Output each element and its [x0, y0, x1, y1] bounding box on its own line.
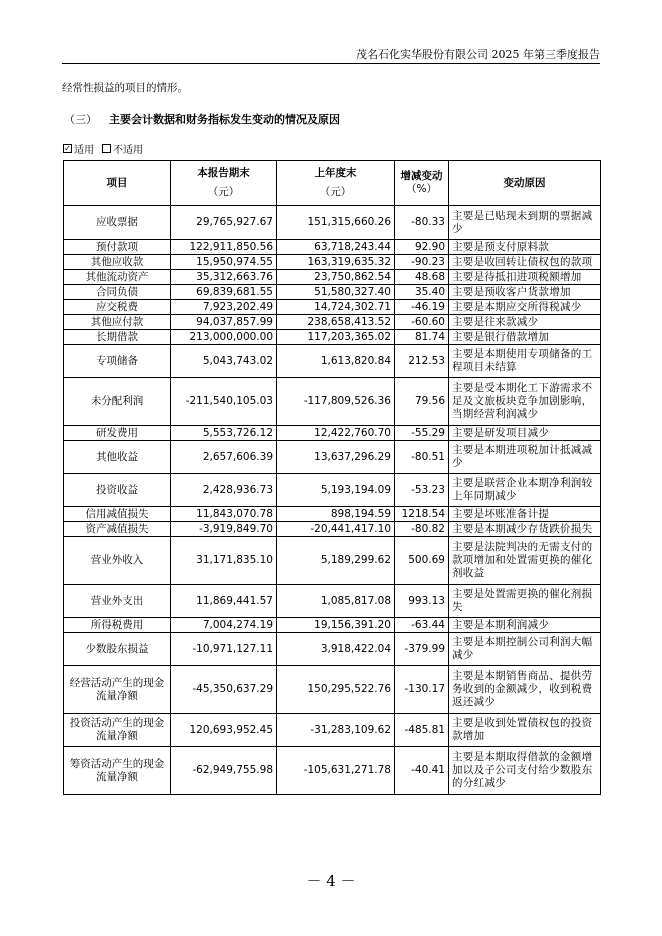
row-change-percent: 81.74 [395, 330, 449, 345]
row-current-value: 7,923,202.49 [171, 300, 277, 315]
report-header-title: 茂名石化实华股份有限公司 2025 年第三季度报告 [356, 48, 600, 61]
row-current-value: 11,843,070.78 [171, 507, 277, 522]
row-item-name: 合同负债 [64, 285, 171, 300]
row-prior-value: 3,918,422.04 [277, 633, 395, 666]
row-change-percent: -485.81 [395, 714, 449, 747]
table-row [64, 633, 601, 666]
row-prior-value: 238,658,413.52 [277, 315, 395, 330]
row-change-reason: 主要是预支付原料款 [449, 240, 601, 255]
row-change-reason: 主要是本期进项税加计抵减减少 [449, 441, 601, 474]
header-rule [62, 63, 600, 64]
row-item-name: 投资收益 [64, 474, 171, 507]
table-row [64, 330, 601, 345]
row-change-reason: 主要是受本期化工下游需求不足及文旅板块竞争加剧影响，当期经营利润减少 [449, 378, 601, 426]
row-item-name: 应交税费 [64, 300, 171, 315]
row-change-percent: -53.23 [395, 474, 449, 507]
row-prior-value: 23,750,862.54 [277, 270, 395, 285]
applicable-no-label: 不适用 [113, 145, 143, 156]
row-current-value: -62,949,755.98 [171, 747, 277, 795]
row-change-reason: 主要是银行借款增加 [449, 330, 601, 345]
row-item-name: 信用减值损失 [64, 507, 171, 522]
applicable-yes-option[interactable] [63, 141, 94, 156]
table-header-row [64, 161, 601, 206]
table-row [64, 300, 601, 315]
row-change-percent: 48.68 [395, 270, 449, 285]
row-current-value: 5,043,743.02 [171, 345, 277, 378]
row-current-value: 2,657,606.39 [171, 441, 277, 474]
row-item-name: 少数股东损益 [64, 633, 171, 666]
row-change-reason: 主要是待抵扣进项税额增加 [449, 270, 601, 285]
row-change-percent: -40.41 [395, 747, 449, 795]
row-current-value: 11,869,441.57 [171, 585, 277, 618]
table-row [64, 378, 601, 426]
row-item-name: 经营活动产生的现金流量净额 [64, 666, 171, 714]
row-current-value: 5,553,726.12 [171, 426, 277, 441]
table-row [64, 507, 601, 522]
table-row [64, 255, 601, 270]
table-row [64, 474, 601, 507]
row-prior-value: -20,441,417.10 [277, 522, 395, 537]
row-current-value: -10,971,127.11 [171, 633, 277, 666]
row-change-percent: -55.29 [395, 426, 449, 441]
row-change-reason: 主要是本期减少存货跌价损失 [449, 522, 601, 537]
row-change-percent: 993.13 [395, 585, 449, 618]
header-reason: 变动原因 [449, 161, 601, 206]
table-row [64, 714, 601, 747]
row-change-reason: 主要是研发项目减少 [449, 426, 601, 441]
row-change-percent: 35.40 [395, 285, 449, 300]
row-prior-value: 1,613,820.84 [277, 345, 395, 378]
row-current-value: 94,037,857.99 [171, 315, 277, 330]
row-prior-value: 19,156,391.20 [277, 618, 395, 633]
row-change-reason: 主要是本期销售商品、提供劳务收到的金额减少，收到税费返还减少 [449, 666, 601, 714]
row-change-reason: 主要是本期利润减少 [449, 618, 601, 633]
row-change-reason: 主要是联营企业本期净利润较上年同期减少 [449, 474, 601, 507]
table-row [64, 270, 601, 285]
row-prior-value: 117,203,365.02 [277, 330, 395, 345]
row-item-name: 预付款项 [64, 240, 171, 255]
row-change-reason: 主要是收到处置债权包的投资款增加 [449, 714, 601, 747]
row-item-name: 资产减值损失 [64, 522, 171, 537]
table-row [64, 537, 601, 585]
applicable-options [63, 141, 143, 156]
row-change-percent: -90.23 [395, 255, 449, 270]
row-prior-value: 5,193,194.09 [277, 474, 395, 507]
row-prior-value: -31,283,109.62 [277, 714, 395, 747]
intro-text: 经常性损益的项目的情形。 [62, 82, 188, 94]
row-current-value: 213,000,000.00 [171, 330, 277, 345]
header-change-percent: 增减变动 （%） [395, 161, 449, 206]
table-row [64, 747, 601, 795]
table-row [64, 206, 601, 240]
row-item-name: 应收票据 [64, 206, 171, 240]
row-change-reason: 主要是本期应交所得税减少 [449, 300, 601, 315]
row-change-percent: -80.82 [395, 522, 449, 537]
row-change-percent: -80.51 [395, 441, 449, 474]
table-row [64, 522, 601, 537]
row-current-value: 15,950,974.55 [171, 255, 277, 270]
header-item: 项目 [64, 161, 171, 206]
row-current-value: -3,919,849.70 [171, 522, 277, 537]
page-number: － 4 － [306, 872, 356, 890]
table-row [64, 345, 601, 378]
table-body [64, 206, 601, 795]
section-number: （三） [64, 113, 97, 126]
row-change-reason: 主要是处置需更换的催化剂损失 [449, 585, 601, 618]
row-change-percent: -130.17 [395, 666, 449, 714]
row-item-name: 长期借款 [64, 330, 171, 345]
row-prior-value: 13,637,296.29 [277, 441, 395, 474]
row-change-percent: -60.60 [395, 315, 449, 330]
table-row [64, 426, 601, 441]
row-change-reason: 主要是法院判决的无需支付的款项增加和处置需更换的催化剂收益 [449, 537, 601, 585]
row-current-value: 2,428,936.73 [171, 474, 277, 507]
row-prior-value: 14,724,302.71 [277, 300, 395, 315]
row-change-reason: 主要是坏账准备计提 [449, 507, 601, 522]
financial-changes-table [63, 160, 601, 795]
row-item-name: 营业外支出 [64, 585, 171, 618]
row-item-name: 其他收益 [64, 441, 171, 474]
row-current-value: 31,171,835.10 [171, 537, 277, 585]
row-change-percent: 212.53 [395, 345, 449, 378]
header-current-period: 本报告期末 （元） [171, 161, 277, 206]
row-prior-value: 12,422,760.70 [277, 426, 395, 441]
row-prior-value: 5,189,299.62 [277, 537, 395, 585]
row-change-percent: 1218.54 [395, 507, 449, 522]
table-row [64, 441, 601, 474]
row-change-percent: 92.90 [395, 240, 449, 255]
row-change-reason: 主要是本期取得借款的金额增加以及子公司支付给少数股东的分红减少 [449, 747, 601, 795]
table-row [64, 666, 601, 714]
table-row [64, 315, 601, 330]
row-prior-value: 163,319,635.32 [277, 255, 395, 270]
row-prior-value: 51,580,327.40 [277, 285, 395, 300]
row-item-name: 投资活动产生的现金流量净额 [64, 714, 171, 747]
row-prior-value: -117,809,526.36 [277, 378, 395, 426]
row-prior-value: -105,631,271.78 [277, 747, 395, 795]
row-current-value: -211,540,105.03 [171, 378, 277, 426]
row-change-percent: -80.33 [395, 206, 449, 240]
section-title: 主要会计数据和财务指标发生变动的情况及原因 [109, 113, 340, 126]
row-item-name: 研发费用 [64, 426, 171, 441]
table-row [64, 240, 601, 255]
row-prior-value: 1,085,817.08 [277, 585, 395, 618]
row-change-percent: 79.56 [395, 378, 449, 426]
row-item-name: 其他流动资产 [64, 270, 171, 285]
row-current-value: 7,004,274.19 [171, 618, 277, 633]
row-change-reason: 主要是已贴现未到期的票据减少 [449, 206, 601, 240]
table-row [64, 285, 601, 300]
row-item-name: 其他应收款 [64, 255, 171, 270]
header-prior-year-end: 上年度末 （元） [277, 161, 395, 206]
row-item-name: 专项储备 [64, 345, 171, 378]
row-prior-value: 150,295,522.76 [277, 666, 395, 714]
table-row [64, 585, 601, 618]
row-current-value: 69,839,681.55 [171, 285, 277, 300]
unchecked-box-icon [102, 144, 111, 153]
row-item-name: 其他应付款 [64, 315, 171, 330]
row-change-percent: 500.69 [395, 537, 449, 585]
applicable-yes-label: 适用 [74, 145, 94, 156]
row-current-value: 35,312,663.76 [171, 270, 277, 285]
row-change-reason: 主要是收回转让债权包的款项 [449, 255, 601, 270]
row-item-name: 营业外收入 [64, 537, 171, 585]
row-change-reason: 主要是往来款减少 [449, 315, 601, 330]
row-change-percent: -379.99 [395, 633, 449, 666]
section-heading [64, 111, 340, 127]
row-current-value: 29,765,927.67 [171, 206, 277, 240]
row-current-value: 120,693,952.45 [171, 714, 277, 747]
checked-box-icon: ✓ [64, 144, 71, 153]
row-current-value: 122,911,850.56 [171, 240, 277, 255]
row-prior-value: 898,194.59 [277, 507, 395, 522]
row-change-percent: -63.44 [395, 618, 449, 633]
row-change-reason: 主要是预收客户货款增加 [449, 285, 601, 300]
row-prior-value: 151,315,660.26 [277, 206, 395, 240]
row-change-reason: 主要是本期控制公司利润大幅减少 [449, 633, 601, 666]
row-prior-value: 63,718,243.44 [277, 240, 395, 255]
table-row [64, 618, 601, 633]
row-item-name: 筹资活动产生的现金流量净额 [64, 747, 171, 795]
row-change-percent: -46.19 [395, 300, 449, 315]
row-change-reason: 主要是本期使用专项储备的工程项目未结算 [449, 345, 601, 378]
applicable-no-option[interactable] [102, 141, 143, 156]
row-item-name: 未分配利润 [64, 378, 171, 426]
row-item-name: 所得税费用 [64, 618, 171, 633]
row-current-value: -45,350,637.29 [171, 666, 277, 714]
